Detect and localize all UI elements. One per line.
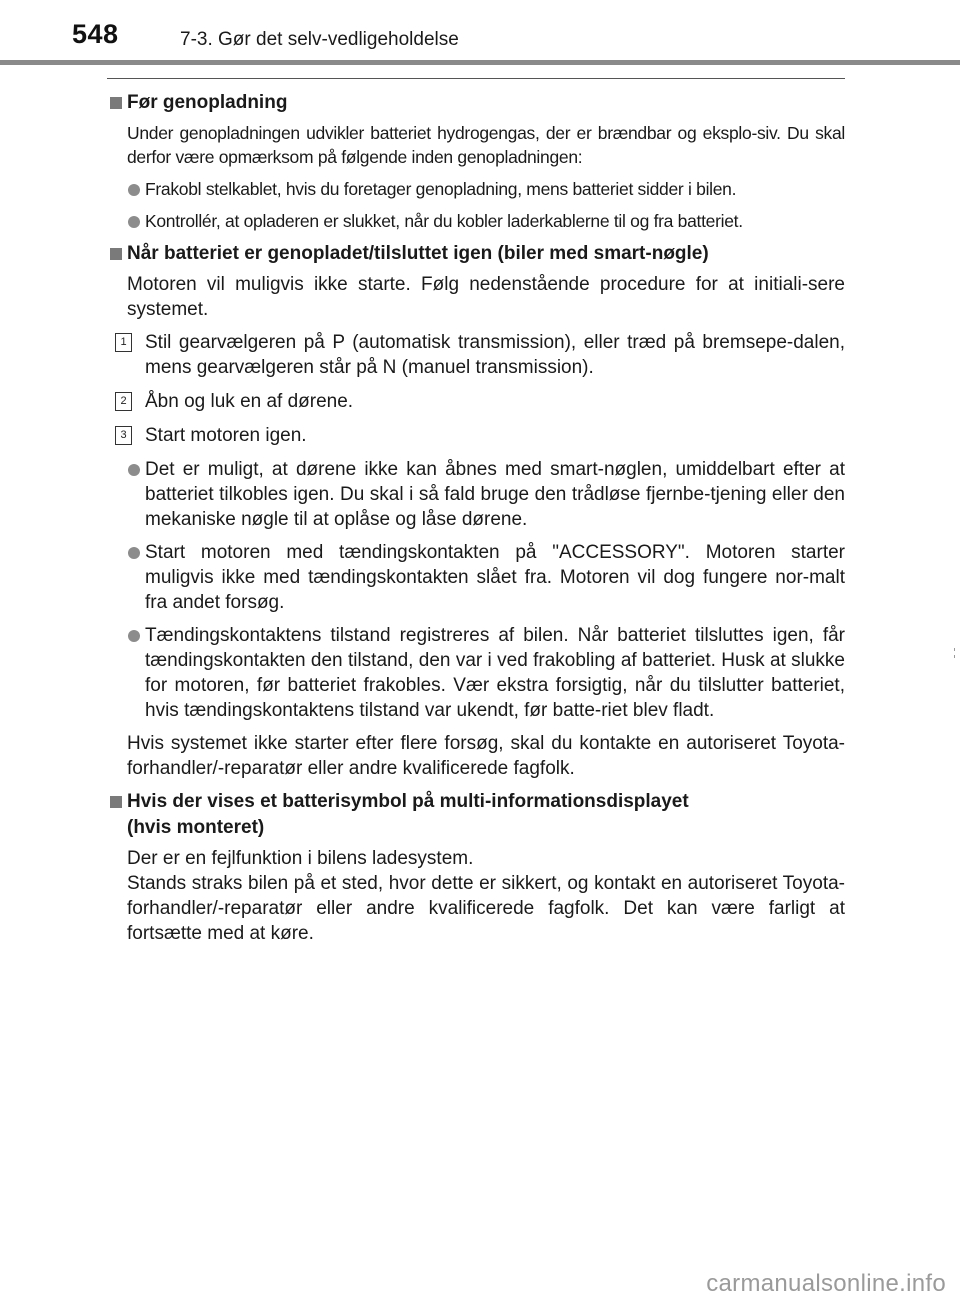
page-header — [0, 0, 960, 64]
bullet-item — [107, 623, 845, 723]
section-heading — [107, 241, 845, 267]
paragraph-text: Under genopladningen udvikler batteriet hydrogengas, der er brændbar og eksplo-siv. Du skal derfor være opmærksom på følgende inden genopladningen: — [127, 123, 845, 167]
bullet-text: Tændingskontaktens tilstand registreres af bilen. Når batteriet tilsluttes igen, får tændingskontakten den tilstand, den var i ved frakobling af batteriet. Husk at slukke for motoren, før batteriet frakobles. Vær ekstra forsigtig, når du tilslutter batteriet, hvis tændingskontaktens tilstand var ukendt, før batte-riet blev fladt. — [145, 625, 845, 721]
section-title: 7-3. Gør det selv-vedligeholdelse — [180, 29, 459, 50]
bullet-text: Start motoren med tændingskontakten på "ACCESSORY". Motoren starter muligvis ikke med tændingskontakten slået fra. Motoren vil dog fungere nor-malt fra andet forsøg. — [145, 542, 845, 613]
heading-text: Før genopladning — [127, 92, 288, 113]
page-content — [107, 90, 845, 954]
step-item — [107, 423, 845, 448]
step-number: 1 — [115, 333, 132, 352]
circle-bullet-icon — [128, 547, 140, 559]
heading-text: (hvis monteret) — [127, 817, 265, 838]
step-number: 3 — [115, 426, 132, 445]
square-bullet-icon — [110, 97, 122, 109]
square-bullet-icon — [110, 796, 122, 808]
paragraph — [107, 272, 845, 322]
paragraph-text: Stands straks bilen på et sted, hvor dette er sikkert, og kontakt en autoriseret Toyota-forhandler/-reparatør eller andre kvalificerede fagfolk. Det kan være farligt at fortsætte med at køre. — [127, 873, 845, 944]
section-heading — [107, 90, 845, 116]
circle-bullet-icon — [128, 184, 140, 196]
paragraph — [107, 731, 845, 781]
step-number: 2 — [115, 392, 132, 411]
bullet-text: Frakobl stelkablet, hvis du foretager genopladning, mens batteriet sidder i bilen. — [145, 179, 737, 199]
circle-bullet-icon — [128, 630, 140, 642]
bullet-text: Det er muligt, at dørene ikke kan åbnes med smart-nøglen, umiddelbart efter at batteriet tilkobles igen. Du skal i så fald bruge den trådløse fjernbe-tjening eller den mekaniske nøgle til at oplåse og låse dørene. — [145, 459, 845, 530]
step-text: Start motoren igen. — [145, 425, 307, 446]
bullet-item — [107, 457, 845, 532]
step-item — [107, 389, 845, 414]
crop-mark — [954, 648, 955, 651]
header-divider — [107, 78, 845, 79]
bullet-item — [107, 209, 845, 233]
bullet-item — [107, 177, 845, 201]
circle-bullet-icon — [128, 216, 140, 228]
bullet-item — [107, 540, 845, 615]
paragraph-text: Motoren vil muligvis ikke starte. Følg nedenstående procedure for at initiali-sere systemet. — [127, 274, 845, 320]
paragraph-text: Hvis systemet ikke starter efter flere forsøg, skal du kontakte en autoriseret Toyota-forhandler/-reparatør eller andre kvalificerede fagfolk. — [127, 733, 845, 779]
square-bullet-icon — [110, 248, 122, 260]
watermark-text: carmanualsonline.info — [706, 1270, 946, 1297]
heading-text: Hvis der vises et batterisymbol på multi-informationsdisplayet — [127, 791, 689, 812]
step-text: Stil gearvælgeren på P (automatisk transmission), eller træd på bremsepe-dalen, mens gearvælgeren står på N (manuel transmission). — [145, 332, 845, 378]
paragraph — [107, 121, 845, 169]
crop-mark — [954, 655, 955, 658]
step-item — [107, 330, 845, 380]
paragraph-text: Der er en fejlfunktion i bilens ladesystem. — [127, 848, 474, 869]
step-text: Åbn og luk en af dørene. — [145, 391, 354, 412]
header-bar — [0, 60, 960, 65]
paragraph — [107, 846, 845, 946]
bullet-text: Kontrollér, at opladeren er slukket, når du kobler laderkablerne til og fra batteriet. — [145, 211, 743, 231]
section-heading — [107, 789, 845, 841]
circle-bullet-icon — [128, 464, 140, 476]
heading-text: Når batteriet er genopladet/tilsluttet igen (biler med smart-nøgle) — [127, 243, 709, 264]
page-number: 548 — [72, 19, 119, 49]
